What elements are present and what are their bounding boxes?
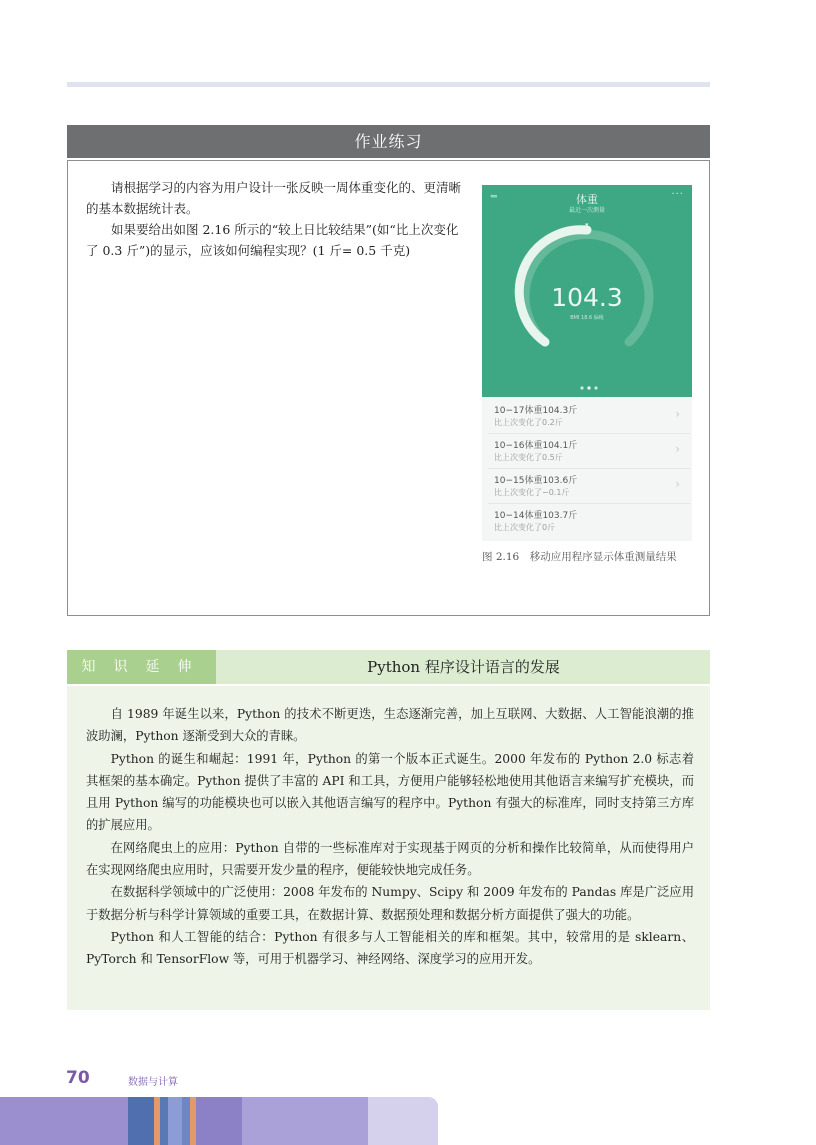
footer-band	[0, 1097, 438, 1145]
chevron-right-icon: ›	[675, 407, 680, 421]
record-item[interactable]	[488, 469, 690, 504]
extension-paragraph: 在网络爬虫上的应用：Python 自带的一些标准库对于实现基于网页的分析和操作比较简单，从而使得用户在实现网络爬虫应用时，只需要开发少量的程序，便能较快地完成任务。	[86, 840, 694, 878]
homework-paragraph-1: 请根据学习的内容为用户设计一张反映一周体重变化的、更清晰的基本数据统计表。	[86, 180, 462, 216]
footer-stripe	[128, 1097, 154, 1145]
homework-text	[86, 177, 466, 261]
homework-box	[67, 160, 710, 616]
chevron-right-icon: ›	[675, 442, 680, 456]
weight-reading: 104.3	[551, 283, 623, 312]
page-number: 70	[66, 1068, 90, 1088]
record-item[interactable]	[488, 399, 690, 434]
reading-caption: BMI 18.6 偏瘦	[570, 315, 604, 321]
page-dot	[594, 386, 597, 389]
footer-stripe	[242, 1097, 368, 1145]
knowledge-extension-text	[86, 703, 694, 971]
record-weight: 10−15体重103.6斤	[494, 476, 578, 486]
page-dot-active	[587, 386, 590, 389]
record-item[interactable]	[488, 504, 690, 538]
book-name: 数据与计算	[128, 1077, 178, 1088]
knowledge-extension-bar	[67, 650, 710, 684]
footer-stripe	[182, 1097, 190, 1145]
page-dot	[580, 386, 583, 389]
top-divider	[67, 82, 710, 87]
record-weight: 10−14体重103.7斤	[494, 511, 578, 521]
footer-stripe	[368, 1097, 438, 1145]
knowledge-extension-tag: 知识延伸	[67, 650, 216, 684]
back-arrow-icon: ⇐	[490, 192, 498, 202]
knowledge-extension-body	[67, 686, 710, 1010]
more-icon: ···	[671, 189, 684, 200]
record-weight: 10−17体重104.3斤	[494, 406, 578, 416]
record-change: 比上次变化了0.2斤	[494, 418, 563, 427]
homework-header: 作业练习	[67, 125, 710, 158]
chevron-right-icon: ›	[675, 477, 680, 491]
figure-caption: 图 2.16 移动应用程序显示体重测量结果	[482, 551, 677, 563]
extension-paragraph: Python 的诞生和崛起：1991 年，Python 的第一个版本正式诞生。2000 年发布的 Python 2.0 标志着其框架的基本确定。Python 提供了丰富的 API 和工具，方便用户能够轻松地使用其他语言来编写扩充模块，而且用 Python 编写的功能模块也可以嵌入其他语言编写的程序中。Python 有强大的标准库，同时支持第三方库的扩展应用。	[86, 751, 694, 833]
phone-title: 体重	[576, 193, 598, 206]
extension-paragraph: Python 和人工智能的结合：Python 有很多与人工智能相关的库和框架。其中，较常用的是 sklearn、PyTorch 和 TensorFlow 等，可用于机器学习、神经网络、深度学习的应用开发。	[86, 929, 694, 967]
phone-screenshot	[482, 185, 692, 541]
footer-stripe	[160, 1097, 168, 1145]
footer-stripe	[196, 1097, 242, 1145]
extension-paragraph: 自 1989 年诞生以来，Python 的技术不断更迭，生态逐渐完善，加上互联网、大数据、人工智能浪潮的推波助澜，Python 逐渐受到大众的青睐。	[86, 707, 694, 744]
extension-paragraph: 在数据科学领域中的广泛使用：2008 年发布的 Numpy、Scipy 和 2009 年发布的 Pandas 库是广泛应用于数据分析与科学计算领域的重要工具，在数据计算、数据预处理和数据分析方面提供了强大的功能。	[86, 885, 694, 922]
record-change: 比上次变化了−0.1斤	[494, 488, 570, 497]
gauge-marker: ▾	[585, 221, 589, 229]
record-weight: 10−16体重104.1斤	[494, 441, 578, 451]
phone-subtitle: 最近一次测量	[568, 207, 605, 214]
footer-stripe	[168, 1097, 182, 1145]
record-item[interactable]	[488, 434, 690, 469]
knowledge-extension-title: Python 程序设计语言的发展	[367, 658, 560, 676]
homework-paragraph-2: 如果要给出如图 2.16 所示的“较上日比较结果”(如“比上次变化了 0.3 斤”)的显示，应该如何编程实现？(1 斤= 0.5 千克)	[86, 222, 459, 258]
footer-stripe	[0, 1097, 128, 1145]
record-change: 比上次变化了0.5斤	[494, 453, 563, 462]
record-change: 比上次变化了0斤	[494, 523, 556, 532]
